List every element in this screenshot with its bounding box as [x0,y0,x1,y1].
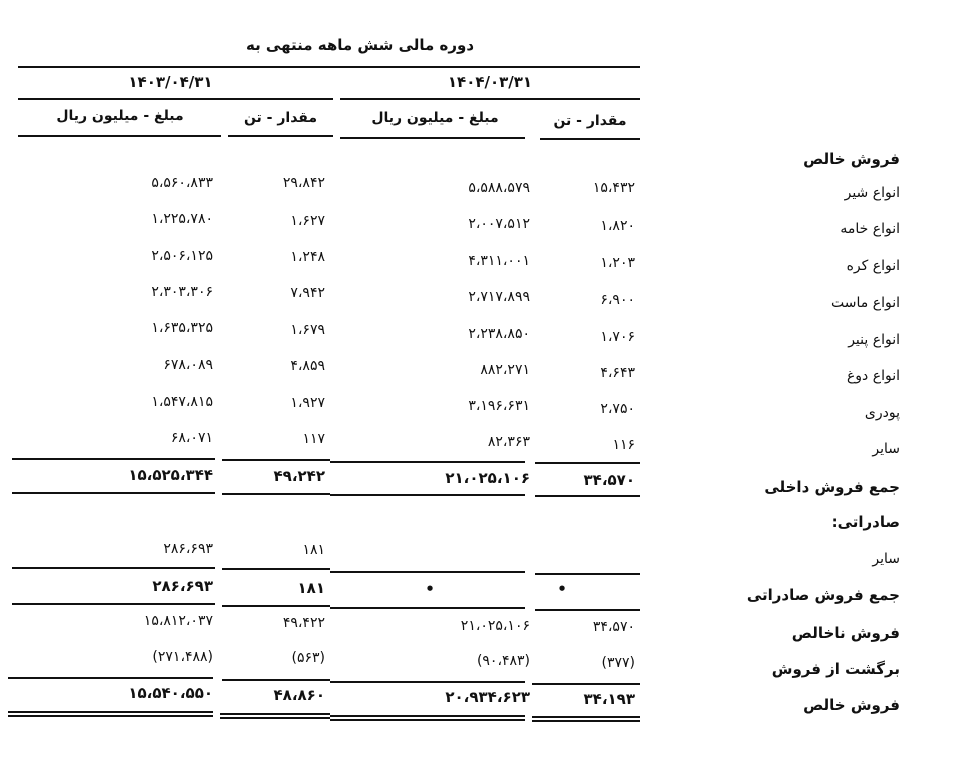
double-total-rule [8,711,213,717]
qty-1403: ۱۱۷ [302,431,325,447]
qty-1404: ۱،۲۰۳ [600,255,635,271]
qty-1404: ۳۴،۵۷۰ [583,471,635,489]
subtotal-rule [330,461,525,463]
colhead-rule [18,135,221,137]
subtotal-rule [532,683,640,685]
total-rule [222,605,330,607]
amount-1404: ۳،۱۹۶،۶۳۱ [468,398,530,414]
amount-1404: ۲،۷۱۷،۸۹۹ [468,289,530,305]
qty-1404: (۳۷۷) [601,655,635,671]
row-label: انواع پنیر [848,332,900,348]
colhead-rule [540,138,640,140]
colhead-rule [228,135,333,137]
amount-1403: ۶۸،۰۷۱ [170,430,213,446]
row-label: برگشت از فروش [771,660,900,678]
row-label: انواع ماست [831,295,900,311]
qty-1403: ۴،۸۵۹ [290,358,325,374]
row-label: انواع شیر [844,185,900,201]
qty-1404: ۲،۷۵۰ [600,401,635,417]
total-rule [222,493,330,495]
total-rule [535,495,640,497]
amount-1404: (۹۰،۴۸۳) [476,653,530,669]
double-total-rule [532,716,640,722]
subtotal-rule [330,571,525,573]
qty-1404: ۱۵،۴۳۲ [592,180,635,196]
amount-1404: ۲۱،۰۲۵،۱۰۶ [445,469,530,487]
total-rule [535,609,640,611]
qty-1404: ۴،۶۴۳ [600,365,635,381]
period-rule-1404 [340,98,640,100]
subtotal-rule [535,462,640,464]
amount-1403: ۲،۳۰۳،۳۰۶ [151,284,213,300]
period-date-1403: ۱۴۰۳/۰۴/۳۱ [128,73,213,91]
amount-1404: ۲۱،۰۲۵،۱۰۶ [460,618,530,634]
amount-1403: (۲۷۱،۴۸۸) [152,649,213,665]
row-label: جمع فروش صادراتی [746,586,900,604]
total-rule [330,607,525,609]
double-total-rule [330,715,525,721]
qty-1403: ۱۸۱ [302,542,325,558]
amount-1403: ۲۸۶،۶۹۳ [163,541,213,557]
amount-1404: ۲۰،۹۳۴،۶۲۳ [445,688,530,706]
qty-1404: ۱،۸۲۰ [600,218,635,234]
total-rule [12,492,215,494]
row-label: فروش ناخالص [791,624,900,642]
row-label: پودری [864,405,900,421]
amount-1404: ۴،۳۱۱،۰۰۱ [468,253,530,269]
amount-1403: ۱،۲۲۵،۷۸۰ [151,211,213,227]
col-qty-1403: مقدار - تن [243,110,318,126]
subtotal-rule [222,679,330,681]
amount-1403: ۱،۵۴۷،۸۱۵ [151,394,213,410]
qty-1403: ۴۹،۲۴۲ [273,467,325,485]
table-title: دوره مالی شش ماهه منتهی به [245,36,475,54]
qty-1404: ۳۴،۱۹۳ [583,690,635,708]
amount-1403: ۶۷۸،۰۸۹ [163,357,213,373]
total-rule [330,494,525,496]
period-date-1404: ۱۴۰۴/۰۳/۳۱ [447,73,533,91]
amount-1403: ۲،۵۰۶،۱۲۵ [151,248,213,264]
qty-1403: ۱۸۱ [297,579,325,597]
qty-1404: • [557,580,567,598]
subtotal-rule [8,677,213,679]
amount-1404: ۲،۰۰۷،۵۱۲ [468,216,530,232]
amount-1404: • [425,580,435,598]
qty-1403: ۱،۲۴۸ [290,249,325,265]
colhead-rule [340,137,525,139]
qty-1403: ۱،۹۲۷ [290,395,325,411]
amount-1403: ۱،۶۳۵،۳۲۵ [151,320,213,336]
row-label: فروش خالص [803,696,900,714]
qty-1403: ۴۹،۴۲۲ [282,615,325,631]
col-amount-1404: مبلغ - میلیون ریال [371,110,499,126]
subtotal-rule [222,459,330,461]
amount-1403: ۱۵،۸۱۲،۰۳۷ [143,613,213,629]
total-rule [12,603,215,605]
row-label: سایر [872,441,900,457]
row-label: انواع خامه [840,221,900,237]
qty-1403: ۱،۶۷۹ [290,322,325,338]
qty-1404: ۱۱۶ [612,437,635,453]
title-rule [18,66,640,68]
section-export: صادراتی: [831,513,900,531]
subtotal-rule [12,567,215,569]
row-label: سایر [872,551,900,567]
amount-1404: ۲،۲۳۸،۸۵۰ [468,326,530,342]
qty-1403: (۵۶۳) [291,650,325,666]
amount-1403: ۱۵،۵۴۰،۵۵۰ [128,684,213,702]
qty-1403: ۴۸،۸۶۰ [273,686,325,704]
amount-1403: ۱۵،۵۲۵،۳۴۴ [128,466,213,484]
col-amount-1403: مبلغ - میلیون ریال [56,108,184,124]
subtotal-rule [222,568,330,570]
qty-1404: ۱،۷۰۶ [600,329,635,345]
row-label: انواع دوغ [846,368,900,384]
section-net-sales: فروش خالص [803,150,900,168]
period-rule-1403 [18,98,333,100]
qty-1403: ۲۹،۸۴۲ [282,175,325,191]
qty-1404: ۶،۹۰۰ [600,292,635,308]
qty-1404: ۳۴،۵۷۰ [592,619,635,635]
amount-1403: ۲۸۶،۶۹۳ [152,577,213,595]
row-label: جمع فروش داخلی [764,478,900,496]
qty-1403: ۱،۶۲۷ [290,213,325,229]
amount-1404: ۸۲،۳۶۳ [487,434,530,450]
amount-1404: ۵،۵۸۸،۵۷۹ [468,180,530,196]
subtotal-rule [330,681,525,683]
col-qty-1404: مقدار - تن [553,113,627,129]
row-label: انواع کره [846,258,900,274]
qty-1403: ۷،۹۴۲ [290,285,325,301]
double-total-rule [220,713,330,719]
amount-1404: ۸۸۲،۲۷۱ [480,362,530,378]
subtotal-rule [535,573,640,575]
subtotal-rule [12,458,215,460]
amount-1403: ۵،۵۶۰،۸۳۳ [151,175,213,191]
